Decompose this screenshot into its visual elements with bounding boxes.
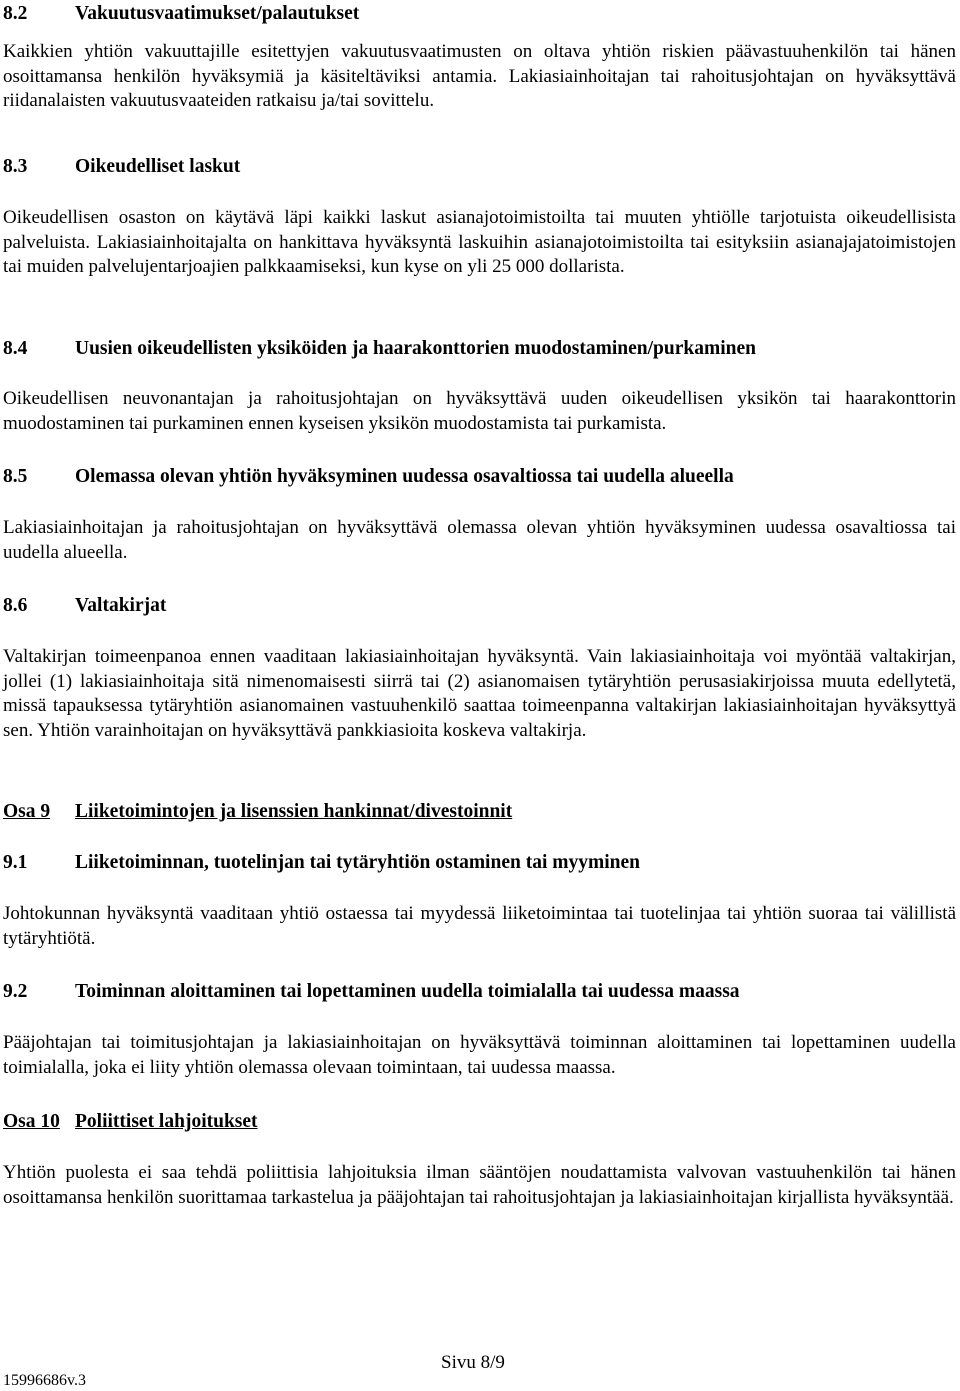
document-id: 15996686v.3: [3, 1372, 86, 1389]
section-9-1-heading: [3, 851, 956, 875]
section-8-3-body: Oikeudellisen osaston on käytävä läpi kaikki laskut asianajotoimistoilta tai muuten yhtiölle tarjotuista oikeudellisista palveluista. Lakiasiainhoitajalta on hankittava hyväksyntä laskuihin asianajotoimistoilta tai esityksiin asianajajatoimistojen tai muiden palvelujentarjoajien palkkaamiseksi, kun kyse on yli 25 000 dollarista.: [3, 207, 956, 278]
section-8-3-heading: [3, 155, 956, 179]
section-9-1-body: Johtokunnan hyväksyntä vaaditaan yhtiö ostaessa tai myydessä liiketoimintaa tai tuotelinjaa tai yhtiön suoraa tai välillistä tytäryhtiötä.: [3, 903, 956, 949]
part-title: Liiketoimintojen ja lisenssien hankinnat/divestoinnit: [75, 801, 513, 822]
section-8-2-body: Kaikkien yhtiön vakuuttajille esitettyjen vakuutusvaatimusten on oltava yhtiön riskien päävastuuhenkilön tai hänen osoittamansa henkilön hyväksymiä ja käsiteltäviksi antamia. Lakiasiainhoitajan tai rahoitusjohtajan on hyväksyttävä riidanalaisten vakuutusvaateiden ratkaisu ja/tai sovittelu.: [3, 41, 956, 112]
section-title: Oikeudelliset laskut: [75, 156, 241, 177]
section-number: 8.2: [3, 3, 28, 24]
part-10-body: Yhtiön puolesta ei saa tehdä poliittisia lahjoituksia ilman sääntöjen noudattamista valvovan vastuuhenkilön tai hänen osoittamansa henkilön suorittamaa tarkastelua ja pääjohtajan tai rahoitusjohtajan ja lakiasiainhoitajan kirjallista hyväksyntää.: [3, 1162, 956, 1208]
section-title: Olemassa olevan yhtiön hyväksyminen uudessa osavaltiossa tai uudella alueella: [75, 466, 734, 487]
section-title: Toiminnan aloittaminen tai lopettaminen uudella toimialalla tai uudessa maassa: [75, 981, 740, 1002]
section-8-4-body: Oikeudellisen neuvonantajan ja rahoitusjohtajan on hyväksyttävä uuden oikeudellisen yksikön tai haarakonttorin muodostaminen tai purkaminen ennen kyseisen yksikön muodostamista tai purkamista.: [3, 388, 956, 434]
section-8-5-heading: [3, 465, 956, 489]
section-8-6-body: Valtakirjan toimeenpanoa ennen vaaditaan lakiasiainhoitajan hyväksyntä. Vain lakiasiainhoitaja voi myöntää valtakirjan, jollei (1) lakiasiainhoitaja sitä nimenomaisesti siirrä tai (2) asianomaisen tytäryhtiön perusasiakirjoissa muuta edellytetä, missä tapauksessa tytäryhtiön asianomainen vastuuhenkilö saattaa toimeenpanna valtakirjan lakiasiainhoitajan hyväksyttyä sen. Yhtiön varainhoitajan on hyväksyttävä pankkiasioita koskeva valtakirja.: [3, 646, 956, 741]
section-8-6-heading: [3, 594, 956, 618]
section-title: Vakuutusvaatimukset/palautukset: [75, 3, 360, 24]
section-8-5-body: Lakiasiainhoitajan ja rahoitusjohtajan on hyväksyttävä olemassa olevan yhtiön hyväksyminen uudessa osavaltiossa tai uudella alueella.: [3, 517, 956, 563]
part-number: Osa 10: [3, 1111, 60, 1132]
section-number: 8.3: [3, 156, 28, 177]
section-title: Valtakirjat: [75, 595, 167, 616]
section-title: Liiketoiminnan, tuotelinjan tai tytäryhtiön ostaminen tai myyminen: [75, 852, 640, 873]
section-number: 9.1: [3, 852, 28, 873]
section-title: Uusien oikeudellisten yksiköiden ja haarakonttorien muodostaminen/purkaminen: [75, 338, 756, 359]
page-number: Sivu 8/9: [441, 1352, 505, 1373]
part-9-heading: [3, 800, 956, 824]
part-10-heading: [3, 1110, 956, 1134]
section-8-2-heading: [3, 2, 956, 26]
section-number: 8.4: [3, 338, 28, 359]
section-9-2-body: Pääjohtajan tai toimitusjohtajan ja lakiasiainhoitajan on hyväksyttävä toiminnan aloittaminen tai lopettaminen uudella toimialalla, joka ei liity yhtiön olemassa olevaan toimintaan, tai uudessa maassa.: [3, 1032, 956, 1078]
part-title: Poliittiset lahjoitukset: [75, 1111, 258, 1132]
section-number: 8.6: [3, 595, 28, 616]
section-number: 8.5: [3, 466, 28, 487]
section-8-4-heading: [3, 337, 956, 361]
section-9-2-heading: [3, 980, 956, 1004]
part-number: Osa 9: [3, 801, 51, 822]
section-number: 9.2: [3, 981, 28, 1002]
